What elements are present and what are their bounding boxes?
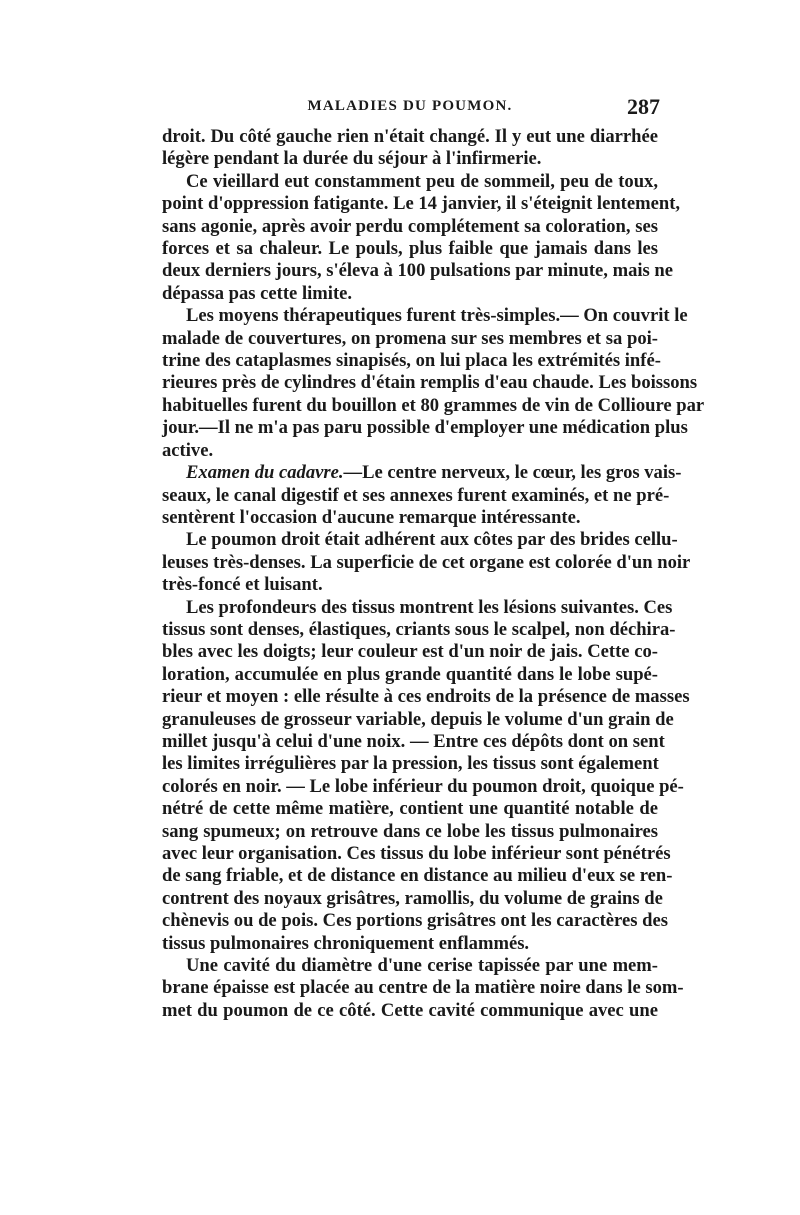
text-line: colorés en noir. — Le lobe inférieur du poumon droit, quoique pé- bbox=[162, 775, 684, 797]
text-line: avec leur organisation. Ces tissus du lobe inférieur sont pénétrés bbox=[162, 843, 671, 864]
text-line: Les moyens thérapeutiques furent très-simples.— On couvrit le bbox=[186, 305, 688, 327]
text-line: loration, accumulée en plus grande quantité dans le lobe supé- bbox=[162, 663, 658, 685]
text-line: granuleuses de grosseur variable, depuis le volume d'un grain de bbox=[162, 708, 674, 730]
text-line: droit. Du côté gauche rien n'était changé. Il y eut une diarrhée bbox=[162, 126, 658, 147]
text-line: forces et sa chaleur. Le pouls, plus faible que jamais dans les bbox=[162, 238, 658, 260]
text-line: rieur et moyen : elle résulte à ces endroits de la présence de masses bbox=[162, 686, 690, 708]
text-line: les limites irrégulières par la pression, les tissus sont également bbox=[162, 753, 659, 775]
text-line: deux derniers jours, s'éleva à 100 pulsations par minute, mais ne bbox=[162, 260, 674, 282]
text-line: seaux, le canal digestif et ses annexes furent examinés, et ne pré- bbox=[162, 484, 670, 506]
text-line: sentèrent l'occasion d'aucune remarque intéressante. bbox=[162, 506, 581, 528]
running-head bbox=[162, 96, 658, 122]
text-line: point d'oppression fatigante. Le 14 janvier, il s'éteignit lentement, bbox=[162, 193, 681, 215]
paragraph bbox=[162, 462, 682, 529]
text-line: rieures près de cylindres d'étain remplis d'eau chaude. Les boissons bbox=[162, 372, 698, 394]
text-line: chènevis ou de pois. Ces portions grisâtres ont les caractères des bbox=[162, 910, 668, 932]
text-line: jour.—Il ne m'a pas paru possible d'employer une médication plus bbox=[162, 417, 688, 439]
text-line: Ce vieillard eut constamment peu de sommeil, peu de toux, bbox=[186, 170, 658, 192]
text-line: légère pendant la durée du séjour à l'infirmerie. bbox=[162, 148, 542, 170]
text-line: malade de couvertures, on promena sur ses membres et sa poi- bbox=[162, 327, 658, 349]
text-line bbox=[162, 462, 682, 484]
paragraph bbox=[162, 170, 681, 305]
text-line: Une cavité du diamètre d'une cerise tapissée par une mem- bbox=[186, 955, 658, 977]
text-line: Le poumon droit était adhérent aux côtes par des brides cellu- bbox=[186, 529, 678, 551]
text-line: bles avec les doigts; leur couleur est d'un noir de jais. Cette co- bbox=[162, 641, 658, 663]
text-line: millet jusqu'à celui d'une noix. — Entre ces dépôts dont on sent bbox=[162, 730, 665, 752]
paragraph bbox=[162, 596, 690, 956]
text-line: dépassa pas cette limite. bbox=[162, 282, 353, 304]
text-line: habituelles furent du bouillon et 80 grammes de vin de Collioure par bbox=[162, 394, 705, 416]
text-line: trine des cataplasmes sinapisés, on lui placa les extrémités infé- bbox=[162, 350, 661, 372]
text-line: nétré de cette même matière, contient une quantité notable de bbox=[162, 798, 658, 820]
text-line: très-foncé et luisant. bbox=[162, 574, 323, 596]
text-line: leuses très-denses. La superficie de cet organe est colorée d'un noir bbox=[162, 551, 691, 573]
text-line: sang spumeux; on retrouve dans ce lobe les tissus pulmonaires bbox=[162, 820, 658, 842]
book-page bbox=[162, 94, 705, 1022]
section-heading-italic: Examen du cadavre. bbox=[186, 462, 344, 484]
paragraph bbox=[162, 126, 658, 171]
body-text bbox=[162, 126, 705, 1022]
text-line: met du poumon de ce côté. Cette cavité communique avec une bbox=[162, 999, 658, 1021]
text-line: de sang friable, et de distance en distance au milieu d'eux se ren- bbox=[162, 865, 673, 887]
text-line: brane épaisse est placée au centre de la matière noire dans le som- bbox=[162, 977, 684, 999]
paragraph bbox=[162, 529, 691, 596]
text-fragment: —Le centre nerveux, le cœur, les gros vais- bbox=[343, 462, 682, 484]
paragraph bbox=[162, 955, 684, 1022]
paragraph bbox=[162, 305, 705, 462]
text-line: Les profondeurs des tissus montrent les lésions suivantes. Ces bbox=[186, 596, 673, 618]
text-line: sans agonie, après avoir perdu complétement sa coloration, ses bbox=[162, 215, 658, 237]
text-line: contrent des noyaux grisâtres, ramollis, du volume de grains de bbox=[162, 887, 663, 909]
running-title: MALADIES DU POUMON. bbox=[307, 98, 513, 114]
text-line: tissus pulmonaires chroniquement enflammés. bbox=[162, 932, 530, 954]
text-line: active. bbox=[162, 439, 214, 461]
page-number: 287 bbox=[627, 94, 660, 119]
text-line: tissus sont denses, élastiques, criants sous le scalpel, non déchira- bbox=[162, 618, 676, 640]
